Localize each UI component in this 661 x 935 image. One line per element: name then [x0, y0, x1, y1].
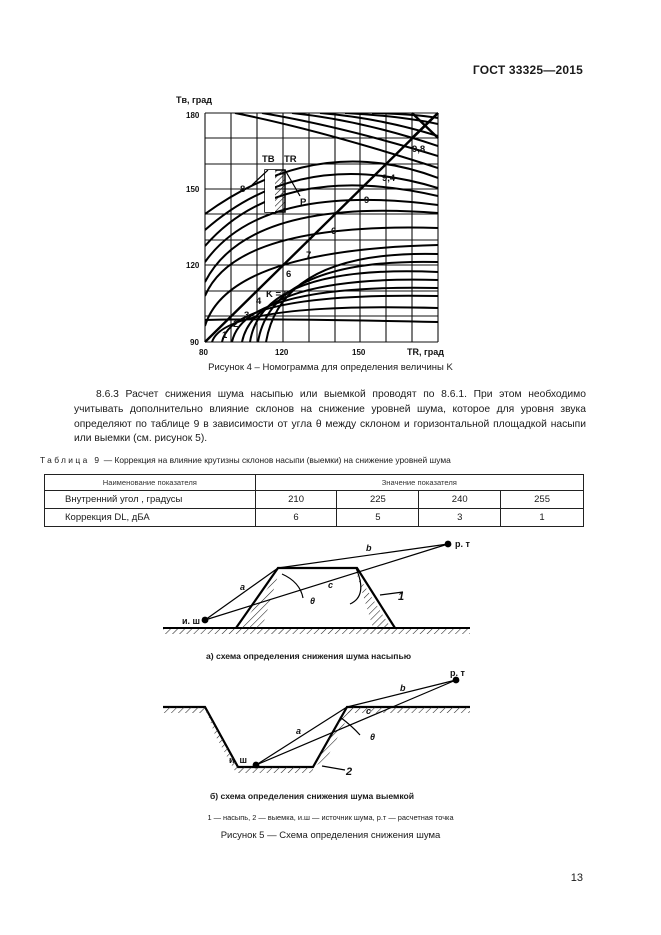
cell: 240 [419, 491, 501, 509]
label-8: 8 [240, 184, 246, 195]
figure-5-caption: Рисунок 5 — Схема определения снижения шума [220, 830, 441, 841]
label-k5: K = 5 [266, 289, 289, 300]
cell: 210 [255, 491, 337, 509]
paragraph-8-6-3: 8.6.3 Расчет снижения шума насыпью или выемкой проводят по 8.6.1. При этом необходимо учитывать дополнительно влияние склонов на снижение уровней шума, которое для уровня звука определяют по таблице 9 в зависимости от угла θ между склоном и горизонтальной площадкой насыпи или выемки (см. рисунок 5). [74, 389, 586, 445]
y-tick-90: 90 [190, 338, 199, 347]
label-a: a [240, 582, 246, 592]
figure-4-caption: Рисунок 4 – Номограмма для определения величины K [208, 362, 453, 373]
label-1: 1 [222, 330, 228, 341]
cell: 225 [337, 491, 419, 509]
label-b: b [400, 683, 406, 693]
label-theta: θ [370, 732, 376, 742]
figure-5-legend: 1 — насыпь, 2 — выемка, и.ш — источник шума, р.т — расчетная точка [207, 813, 454, 822]
cell: 1 [501, 509, 584, 527]
document-header: ГОСТ 33325—2015 [472, 63, 583, 77]
label-tr: TR [284, 154, 297, 165]
table-9-title-lead: Таблица 9 [40, 455, 102, 465]
table-row [45, 491, 584, 509]
y-tick-180: 180 [186, 111, 200, 120]
label-2: 2 [233, 319, 239, 330]
label-2: 2 [346, 766, 353, 778]
x-axis-label: TR, град [407, 347, 444, 357]
header-value: Значение показателя [255, 475, 583, 491]
cell: 3 [419, 509, 501, 527]
label-6b: 6 [286, 269, 292, 280]
label-c: c [366, 706, 372, 716]
y-tick-150: 150 [186, 185, 200, 194]
table-9-title-rest: — Коррекция на влияние крутизны склонов насыпи (выемки) на снижение уровней шума [101, 455, 451, 465]
label-3: 3 [244, 310, 250, 321]
label-theta: θ [310, 596, 316, 606]
label-rt: р. т [450, 668, 465, 678]
cell: 5 [337, 509, 419, 527]
x-tick-150: 150 [352, 348, 366, 357]
header-name: Наименование показателя [45, 475, 256, 491]
label-9-4: 9,4 [382, 173, 396, 184]
x-tick-80: 80 [199, 348, 208, 357]
label-rt: р. т [455, 539, 470, 549]
figure-4-nomogram [170, 88, 470, 370]
figure-5a-caption: а) схема определения снижения шума насыпью [206, 651, 412, 661]
table-9-title [40, 455, 451, 465]
label-9-8: 9,8 [412, 144, 426, 155]
row-name: Внутренний угол , градусы [45, 491, 256, 509]
label-a: a [296, 726, 302, 736]
page-number: 13 [570, 872, 583, 884]
label-6a: 6 [331, 226, 337, 237]
cell: 6 [255, 509, 337, 527]
figure-5b-cut [150, 668, 480, 790]
y-axis-label: Tв, град [176, 95, 212, 105]
label-ish: и. ш [229, 755, 248, 765]
y-tick-120: 120 [186, 261, 200, 270]
label-4: 4 [256, 296, 262, 307]
label-9: 9 [364, 195, 370, 206]
label-7: 7 [306, 250, 312, 261]
label-tb: TB [262, 154, 275, 165]
label-ish: и. ш [182, 616, 201, 626]
label-1: 1 [398, 591, 405, 603]
table-9 [44, 474, 584, 527]
figure-5b-caption: б) схема определения снижения шума выемкой [210, 791, 415, 801]
table-row [45, 509, 584, 527]
row-name: Коррекция DL, дБА [45, 509, 256, 527]
label-b: b [366, 543, 372, 553]
label-p: P [300, 197, 307, 208]
cell: 255 [501, 491, 584, 509]
table-header-row [45, 475, 584, 491]
label-c: c [328, 580, 334, 590]
figure-5a-embankment [150, 535, 480, 665]
x-tick-120: 120 [275, 348, 289, 357]
